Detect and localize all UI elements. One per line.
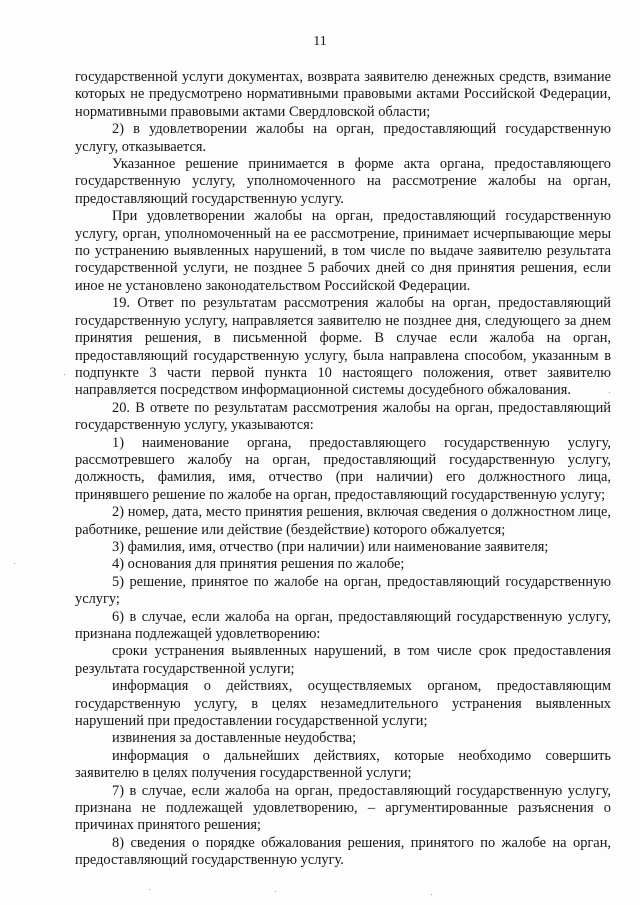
list-item-7: 7) в случае, если жалоба на орган, предоставляющий государственную услугу, признана не подлежащей удовлетворению, – аргументированные разъяснения о причинах принятого решения; (75, 782, 611, 834)
scan-speck (14, 563, 15, 564)
paragraph-refusal: 2) в удовлетворении жалобы на орган, предоставляющий государственную услугу, отказывается. (75, 121, 611, 155)
list-item-3: 3) фамилия, имя, отчество (при наличии) или наименование заявителя; (112, 538, 549, 555)
document-body (75, 69, 611, 870)
sub-item-further-actions: информация о дальнейших действиях, которые необходимо совершить заявителю в целях получения государственной услуги; (75, 747, 611, 782)
list-item-2: 2) номер, дата, место принятия решения, включая сведения о должностном лице, работнике, решение или действие (бездействие) которого обжалуется; (75, 504, 611, 538)
list-item-8: 8) сведения о порядке обжалования решения, принятого по жалобе на орган, предоставляющий государственную услугу. (75, 834, 611, 869)
list-item-6: 6) в случае, если жалоба на орган, предоставляющий государственную услугу, признана подлежащей удовлетворению: (75, 608, 611, 642)
scan-speck (149, 889, 150, 890)
page-number: 11 (313, 34, 327, 49)
list-item-5: 5) решение, принятое по жалобе на орган, предоставляющий государственную услугу; (75, 573, 611, 608)
paragraph-remedy-measures: При удовлетворении жалобы на орган, предоставляющий государственную услугу, орган, уполномоченный на ее рассмотрение, принимает исчерпывающие меры по устранению выявленных нарушений, в том числе по выдаче заявителю результата государственной услуги, не позднее 5 рабочих дней со дня принятия решения, если иное не установлено законодательством Российской Федерации. (75, 208, 611, 294)
paragraph-clause-20: 20. В ответе по результатам рассмотрения жалобы на орган, предоставляющий государственную услугу, указываются: (75, 399, 611, 434)
paragraph-clause-19: 19. Ответ по результатам рассмотрения жалобы на орган, предоставляющий государственную услугу, направляется заявителю не позднее дня, следующего за днем принятия решения, в письменной форме. В случае если жалоба на орган, предоставляющий государственную услугу, была направлена способом, указанным в подпункте 3 части первой пункта 10 настоящего положения, ответ заявителю направляется посредством информационной системы досудебного обжалования. (75, 295, 611, 399)
scan-speck (609, 392, 610, 393)
sub-item-apologies: извинения за доставленные неудобства; (112, 730, 357, 747)
scan-speck (64, 374, 65, 375)
scan-speck (431, 894, 432, 895)
list-item-1: 1) наименование органа, предоставляющего государственную услугу, рассмотревшего жалобу на орган, предоставляющий государственную услугу, должность, фамилия, имя, отчество (при наличии) его должностного лица, принявшего решение по жалобе на орган, предоставляющий государственную услугу; (75, 434, 611, 503)
scan-speck (275, 891, 276, 892)
sub-item-actions-info: информация о действиях, осуществляемых органом, предоставляющим государственную услугу, в целях незамедлительного устранения выявленных нарушений при предоставлении государственной услуги; (75, 678, 611, 730)
paragraph-continuation: государственной услуги документах, возврата заявителю денежных средств, взимание которых не предусмотрено нормативными правовыми актами Российской Федерации, нормативными правовыми актами Свердловской области; (75, 69, 611, 120)
sub-item-deadlines: сроки устранения выявленных нарушений, в том числе срок предоставления результата государственной услуги; (75, 643, 611, 677)
list-item-4: 4) основания для принятия решения по жалобе; (112, 556, 405, 573)
paragraph-decision-form: Указанное решение принимается в форме акта органа, предоставляющего государственную услугу, уполномоченного на рассмотрение жалобы на орган, предоставляющий государственную услугу. (75, 156, 611, 207)
